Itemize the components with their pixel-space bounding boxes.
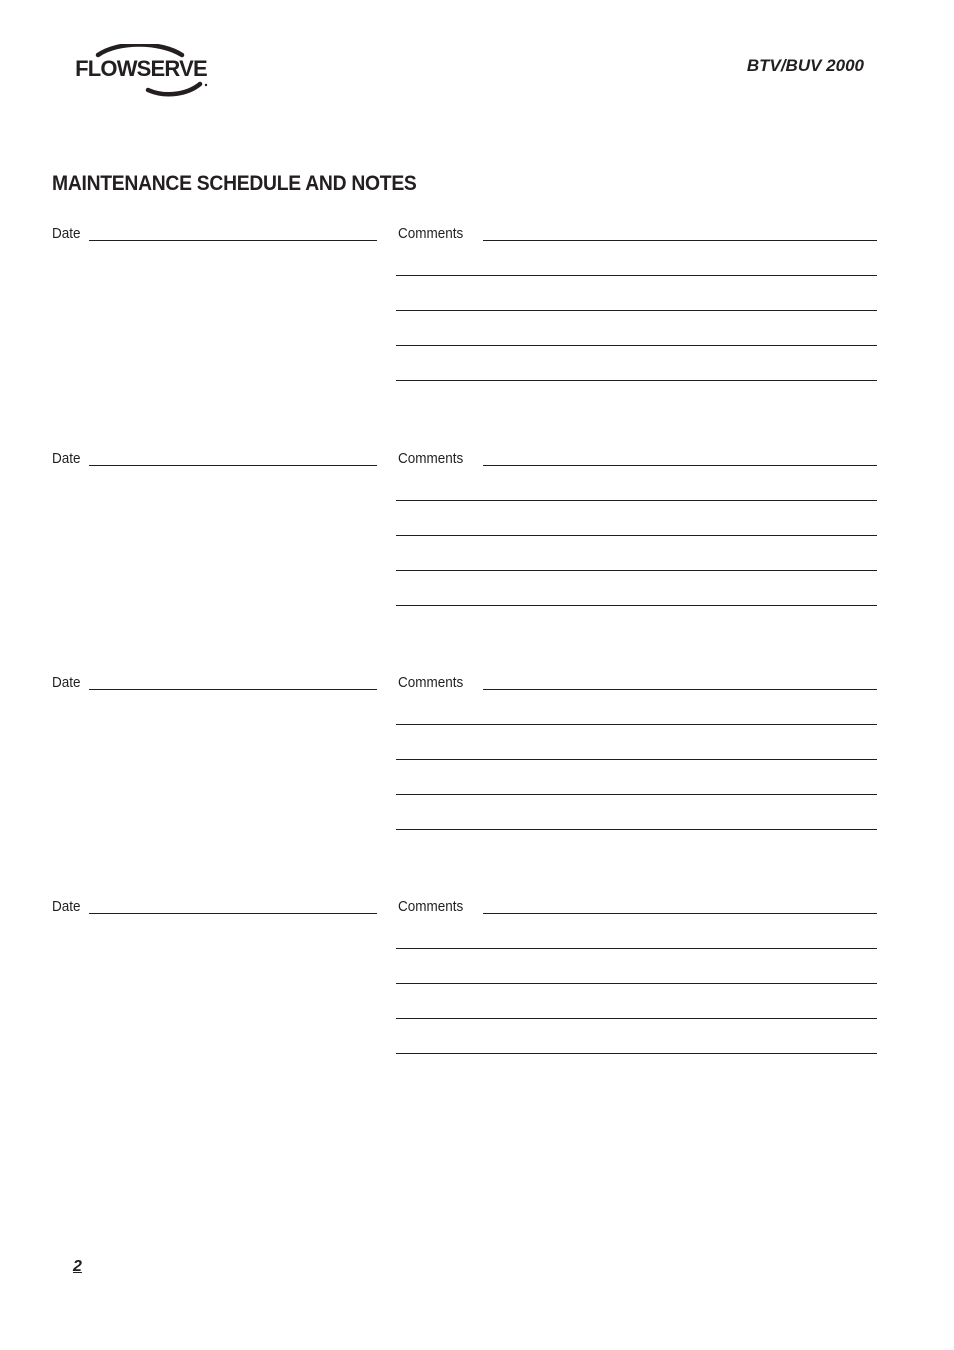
date-label: Date [52, 225, 81, 242]
date-label: Date [52, 898, 81, 915]
maintenance-entry [0, 674, 954, 834]
flowserve-logo [70, 44, 212, 98]
page-number: 2 [73, 1258, 82, 1275]
comment-input-line[interactable] [396, 829, 877, 830]
comment-input-line[interactable] [396, 983, 877, 984]
comment-input-line[interactable] [396, 570, 877, 571]
comments-label: Comments [398, 898, 464, 915]
comment-input-line[interactable] [396, 794, 877, 795]
comment-input-line[interactable] [483, 465, 877, 466]
comment-input-line[interactable] [396, 345, 877, 346]
logo-wordmark: FLOWSERVE [75, 56, 207, 81]
comment-input-line[interactable] [396, 500, 877, 501]
date-input-line[interactable] [89, 689, 377, 690]
page-title: MAINTENANCE SCHEDULE AND NOTES [52, 172, 417, 195]
comments-label: Comments [398, 450, 464, 467]
comment-input-line[interactable] [396, 1053, 877, 1054]
date-label: Date [52, 674, 81, 691]
date-label: Date [52, 450, 81, 467]
document-code: BTV/BUV 2000 [746, 56, 864, 75]
comment-input-line[interactable] [396, 310, 877, 311]
comment-input-line[interactable] [396, 380, 877, 381]
comment-input-line[interactable] [396, 605, 877, 606]
comment-input-line[interactable] [396, 948, 877, 949]
comment-input-line[interactable] [483, 913, 877, 914]
comment-input-line[interactable] [396, 275, 877, 276]
comment-input-line[interactable] [396, 1018, 877, 1019]
maintenance-entry [0, 450, 954, 610]
maintenance-entry [0, 898, 954, 1058]
comment-input-line[interactable] [396, 759, 877, 760]
comment-input-line[interactable] [483, 240, 877, 241]
comment-input-line[interactable] [396, 535, 877, 536]
maintenance-entry [0, 225, 954, 385]
date-input-line[interactable] [89, 913, 377, 914]
date-input-line[interactable] [89, 465, 377, 466]
comment-input-line[interactable] [483, 689, 877, 690]
comments-label: Comments [398, 225, 464, 242]
date-input-line[interactable] [89, 240, 377, 241]
comments-label: Comments [398, 674, 464, 691]
comment-input-line[interactable] [396, 724, 877, 725]
